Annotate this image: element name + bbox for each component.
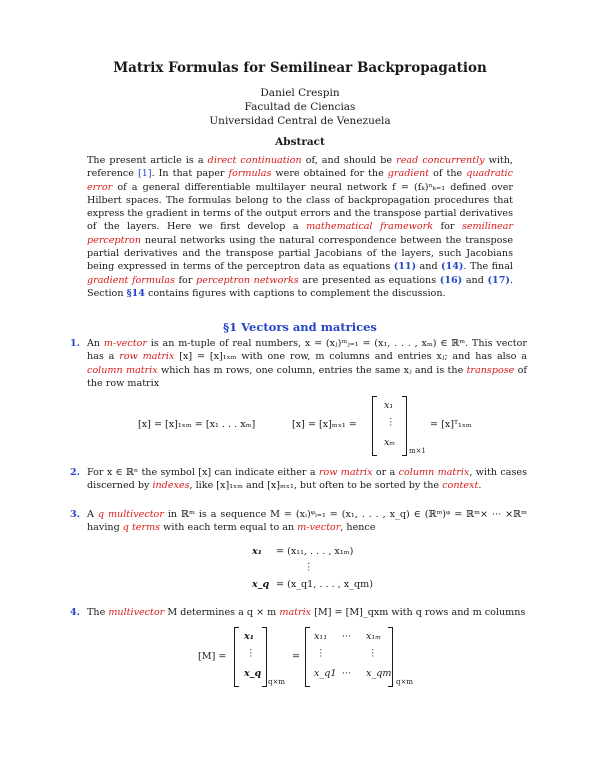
reference-link[interactable]: [1]	[138, 168, 152, 180]
equation-link-17[interactable]: (17)	[487, 274, 510, 286]
equation-link-16[interactable]: (16)	[439, 274, 463, 286]
author-faculty: Facultad de Ciencias	[244, 101, 356, 113]
author-block	[0, 86, 600, 128]
abstract-text: The present article is a direct continuation of, and should be read concurrently with, reference [1]. In that paper formulas were obtained for the gradient of the quadratic error of a general differentiable multilayer neural network f = (fₖ)ⁿₖ₌₁ defined over Hilbert spaces. The formulas belong to the class of backpropagation procedures that express the gradient in terms of the output errors and the transpose partial derivatives of the layers. Here we first develop a mathematical framework for semilinear perceptron neural networks using the natural correspondence between the transpose partial derivatives and the transpose partial Jacobians of the layers, such Jacobians being expressed in terms of the perceptron data as equations (11) and (14). The final gradient formulas for perceptron networks are presented as equations (16) and (17). Section §14 contains figures with captions to complement the discussion.	[87, 155, 514, 299]
equation-link-14[interactable]: (14)	[441, 261, 464, 273]
list-item: 3. A q multivector in ℝᵐ is a sequence M = (xᵢ)ᵠᵢ₌₁ = (x₁, . . . , x_q) ∈ (ℝᵐ)ᵠ = ℝᵐ× ··· ×ℝᵐ having q terms with each term equal to an m-vector, hence	[70, 509, 527, 534]
author-name: Daniel Crespin	[260, 87, 340, 99]
paper-title: Matrix Formulas for Semilinear Backpropagation	[113, 60, 487, 76]
paper-page: Matrix Formulas for Semilinear Backpropagation Daniel Crespin Facultad de Ciencias Universidad Central de Venezuela Abstract The present article is a direct continuation of, and should be read concurrently with, reference [1]. In that paper formulas were obtained for the gradient of the quadratic error of a general differentiable multilayer neural network f = (fₖ)ⁿₖ₌₁ defined over Hilbert spaces. The formulas belong to the class of backpropagation procedures that express the gradient in terms of the output errors and the transpose partial derivatives of the layers. Here we first develop a mathematical framework for semilinear perceptron neural networks using the natural correspondence between the transpose partial derivatives and the transpose partial Jacobians of the layers, such Jacobians being expressed in terms of the perceptron data as equations (11) and (14). The final gradient formulas for perceptron networks are presented as equations (16) and (17). Section §14 contains figures with captions to complement the discussion. §1 Vectors and matrices 1. An m-vector is an m-tuple of real numbers, x = (xⱼ)ᵐⱼ₌₁ = (x₁, . . . , xₘ) ∈ ℝᵐ. This vector has a row matrix [x] = [x]₁ₓₘ with one row, m columns and entries xⱼ; and has also a column matrix which has m rows, one column, entries the same xⱼ and is the transpose of the row matrix [x] = [x]₁ₓₘ = [x₁ . . . xₘ] [x] = [x]ₘₓ₁ = x₁ ⋮ xₘ m×1 = [x]ᵀ₁ₓₘ 2. For x ∈ ℝⁿ the symbol [x] can indicate either a row matrix or a column matrix, with cases discerned by indexes, like [x]₁ₓₘ and [x]ₘₓ₁, but often to be sorted by the context. 3. A q multivector in ℝᵐ is a sequence M = (xᵢ)ᵠᵢ₌₁ = (x₁, . . . , x_q) ∈ (ℝᵐ)ᵠ = ℝᵐ× ··· ×ℝᵐ having q terms with each term equal to an m-vector, hence x₁ = (x₁₁, . . . , x₁ₘ) ⋮ x_q = (x_q1, . . . , x_qm) 4. The multivector M determines a q × m matrix [M] = [M]_qxm with q rows and m columns [M] = x₁ ⋮ x_q q×m = x₁₁ ··· x₁ₘ ⋮ ⋮ x_q1 ··· x_qm q×m	[0, 0, 600, 776]
author-university: Universidad Central de Venezuela	[209, 115, 391, 127]
list-item: 4. The multivector M determines a q × m matrix [M] = [M]_qxm with q rows and m columns	[70, 607, 526, 618]
section-link-14[interactable]: §14	[126, 287, 145, 299]
list-item: 1. An m-vector is an m-tuple of real numbers, x = (xⱼ)ᵐⱼ₌₁ = (x₁, . . . , xₘ) ∈ ℝᵐ. This vector has a row matrix [x] = [x]₁ₓₘ with one row, m columns and entries xⱼ; and has also a column matrix which has m rows, one column, entries the same xⱼ and is the transpose of the row matrix	[70, 338, 527, 390]
equation-link-11[interactable]: (11)	[393, 261, 417, 273]
section-heading: §1 Vectors and matrices	[223, 320, 377, 334]
abstract-heading: Abstract	[275, 136, 325, 148]
list-item: 2. For x ∈ ℝⁿ the symbol [x] can indicate either a row matrix or a column matrix, with cases discerned by indexes, like [x]₁ₓₘ and [x]ₘₓ₁, but often to be sorted by the context.	[70, 467, 527, 492]
